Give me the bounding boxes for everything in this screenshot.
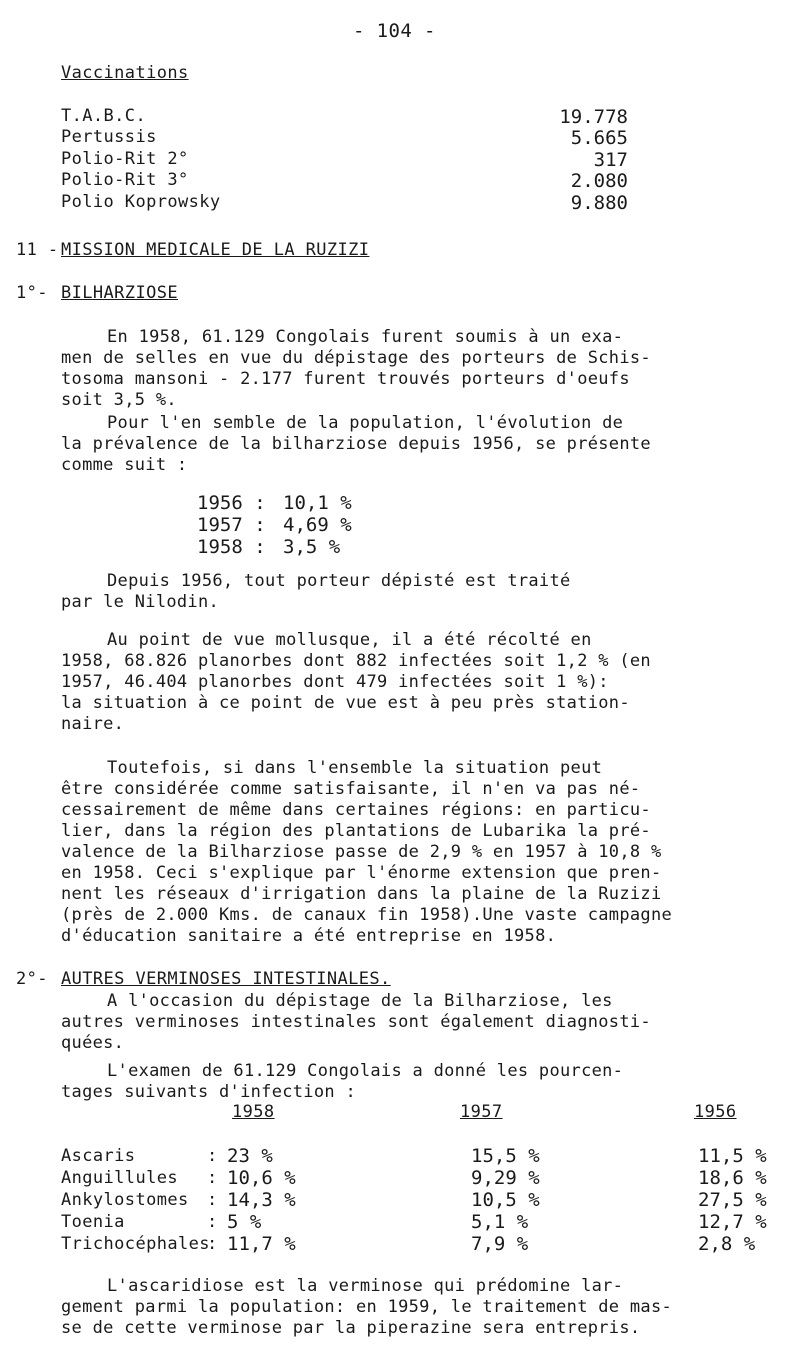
text-line: L'ascaridiose est la verminose qui prédomine lar- — [107, 1276, 624, 1296]
row-separator: : — [207, 1168, 218, 1188]
text-line: A l'occasion du dépistage de la Bilharziose, les — [107, 991, 613, 1011]
text-line: Toutefois, si dans l'ensemble la situation peut — [107, 758, 603, 778]
value-1956: 11,5 % — [698, 1145, 767, 1167]
value-1958: 5 % — [227, 1211, 262, 1233]
text-line: 1958, 68.826 planorbes dont 882 infectées soit 1,2 % (en — [61, 651, 651, 671]
text-line: être considérée comme satisfaisante, il n'en va pas né- — [61, 779, 641, 799]
prevalence-year: 1958 : — [197, 536, 266, 558]
row-label: Trichocéphales — [61, 1234, 210, 1254]
prevalence-value: 3,5 % — [283, 536, 341, 558]
text-line: nent les réseaux d'irrigation dans la plaine de la Ruzizi — [61, 884, 662, 904]
vaccine-label: Polio Koprowsky — [61, 192, 221, 212]
paragraph — [61, 630, 651, 735]
subsection-number: 2°- — [16, 969, 48, 989]
paragraph — [61, 1061, 623, 1103]
text-line: naire. — [61, 714, 125, 734]
row-label: Ankylostomes — [61, 1190, 189, 1210]
column-header: 1956 — [694, 1102, 737, 1122]
vaccinations-heading: Vaccinations — [61, 63, 189, 83]
section-title: MISSION MEDICALE DE LA RUZIZI — [61, 240, 370, 260]
text-line: men de selles en vue du dépistage des porteurs de Schis- — [61, 348, 651, 368]
value-1957: 9,29 % — [471, 1167, 540, 1189]
page-number: - 104 - — [353, 20, 436, 42]
text-line: cessairement de même dans certaines régions: en particu- — [61, 800, 651, 820]
text-line: L'examen de 61.129 Congolais a donné les pourcen- — [107, 1061, 624, 1081]
section-number: 11 - — [16, 240, 59, 260]
prevalence-value: 4,69 % — [283, 514, 352, 536]
paragraph — [61, 571, 571, 613]
column-header: 1957 — [460, 1102, 503, 1122]
vaccine-label: Pertussis — [61, 127, 157, 147]
vaccine-count: 317 — [593, 149, 628, 171]
vaccine-count: 2.080 — [570, 170, 628, 192]
vaccine-label: Polio-Rit 3° — [61, 170, 189, 190]
value-1956: 27,5 % — [698, 1189, 767, 1211]
text-line: 1957, 46.404 planorbes dont 479 infectées soit 1 %): — [61, 672, 609, 692]
text-line: d'éducation sanitaire a été entreprise en 1958. — [61, 926, 557, 946]
subsection-title: AUTRES VERMINOSES INTESTINALES. — [61, 969, 391, 989]
text-line: tages suivants d'infection : — [61, 1082, 356, 1102]
value-1957: 15,5 % — [471, 1145, 540, 1167]
paragraph — [61, 991, 651, 1054]
value-1957: 10,5 % — [471, 1189, 540, 1211]
text-line: Au point de vue mollusque, il a été récolté en — [107, 630, 592, 650]
row-separator: : — [207, 1212, 218, 1232]
vaccine-label: T.A.B.C. — [61, 106, 147, 126]
text-line: valence de la Bilharziose passe de 2,9 % en 1957 à 10,8 % — [61, 842, 662, 862]
text-line: par le Nilodin. — [61, 592, 220, 612]
subsection-number: 1°- — [16, 283, 48, 303]
vaccine-count: 9.880 — [570, 192, 628, 214]
text-line: se de cette verminose par la piperazine sera entrepris. — [61, 1318, 641, 1338]
text-line: En 1958, 61.129 Congolais furent soumis à un exa- — [107, 327, 624, 347]
paragraph — [61, 1276, 672, 1339]
text-line: gement parmi la population: en 1959, le traitement de mas- — [61, 1297, 673, 1317]
value-1958: 23 % — [227, 1145, 273, 1167]
text-line: tosoma mansoni - 2.177 furent trouvés porteurs d'oeufs — [61, 369, 630, 389]
row-label: Ascaris — [61, 1146, 136, 1166]
row-separator: : — [207, 1234, 218, 1254]
subsection-title: BILHARZIOSE — [61, 283, 178, 303]
prevalence-year: 1957 : — [197, 514, 266, 536]
text-line: quées. — [61, 1033, 125, 1053]
text-line: (près de 2.000 Kms. de canaux fin 1958).Une vaste campagne — [61, 905, 673, 925]
paragraph — [61, 413, 651, 476]
vaccine-label: Polio-Rit 2° — [61, 149, 189, 169]
text-line: Depuis 1956, tout porteur dépisté est traité — [107, 571, 571, 591]
paragraph — [61, 327, 651, 411]
value-1956: 18,6 % — [698, 1167, 767, 1189]
text-line: la situation à ce point de vue est à peu près station- — [61, 693, 630, 713]
row-label: Toenia — [61, 1212, 125, 1232]
text-line: Pour l'en semble de la population, l'évolution de — [107, 413, 624, 433]
value-1956: 12,7 % — [698, 1211, 767, 1233]
value-1958: 11,7 % — [227, 1233, 296, 1255]
column-header: 1958 — [232, 1102, 275, 1122]
value-1957: 7,9 % — [471, 1233, 529, 1255]
value-1958: 14,3 % — [227, 1189, 296, 1211]
prevalence-value: 10,1 % — [283, 492, 352, 514]
paragraph — [61, 758, 672, 947]
value-1958: 10,6 % — [227, 1167, 296, 1189]
text-line: lier, dans la région des plantations de Lubarika la pré- — [61, 821, 651, 841]
vaccine-count: 5.665 — [570, 127, 628, 149]
row-separator: : — [207, 1190, 218, 1210]
text-line: autres verminoses intestinales sont également diagnosti- — [61, 1012, 651, 1032]
text-line: la prévalence de la bilharziose depuis 1956, se présente — [61, 434, 651, 454]
text-line: en 1958. Ceci s'explique par l'énorme extension que pren- — [61, 863, 662, 883]
vaccine-count: 19.778 — [559, 106, 628, 128]
row-label: Anguillules — [61, 1168, 178, 1188]
row-separator: : — [207, 1146, 218, 1166]
text-line: soit 3,5 %. — [61, 390, 177, 410]
prevalence-year: 1956 : — [197, 492, 266, 514]
value-1956: 2,8 % — [698, 1233, 756, 1255]
text-line: comme suit : — [61, 455, 188, 475]
value-1957: 5,1 % — [471, 1211, 529, 1233]
